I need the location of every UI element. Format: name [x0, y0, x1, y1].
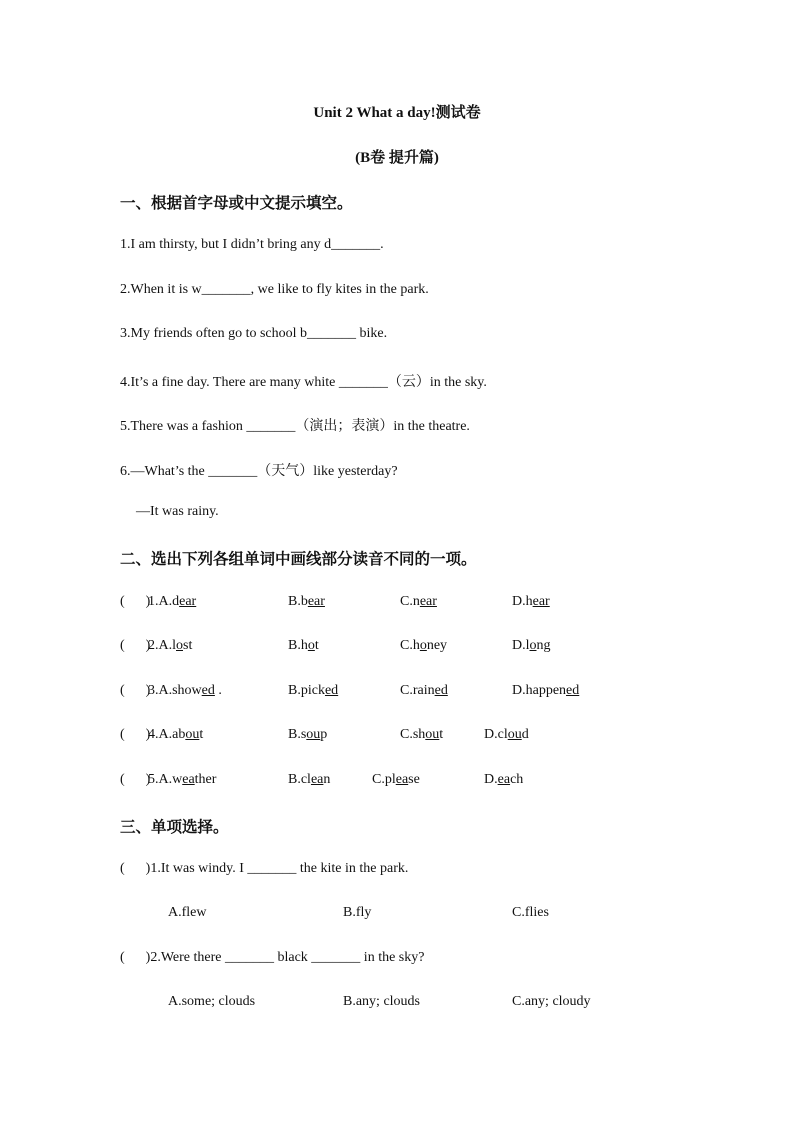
phonics-option: 5.A.weather: [148, 772, 217, 787]
choice-option: B.any; clouds: [343, 994, 420, 1009]
phonics-option: 2.A.lost: [148, 638, 193, 653]
phonics-option: C.please: [372, 772, 420, 787]
choice-option: A.flew: [168, 905, 207, 920]
phonics-option: D.happened: [512, 683, 580, 698]
section-3-heading: 三、单项选择。: [120, 818, 229, 836]
section-1-heading: 一、根据首字母或中文提示填空。: [120, 194, 353, 212]
fill-in-item-1: 1.I am thirsty, but I didn’t bring any d_______.: [120, 237, 384, 252]
answer-bracket: ( ): [120, 772, 151, 787]
phonics-option: B.picked: [288, 683, 339, 698]
choice-option: B.fly: [343, 905, 372, 920]
phonics-option: 3.A.showed .: [148, 683, 222, 698]
phonics-option: 1.A.dear: [148, 594, 197, 609]
phonics-option: D.each: [484, 772, 524, 787]
fill-in-item-6: 6.—What’s the _______（天气）like yesterday?: [120, 464, 398, 479]
fill-in-item-6-answer: —It was rainy.: [136, 504, 219, 519]
phonics-option: B.hot: [288, 638, 319, 653]
question-stem: ( )1.It was windy. I _______ the kite in the park.: [120, 861, 409, 876]
choice-option: A.some; clouds: [168, 994, 256, 1009]
phonics-option: C.rained: [400, 683, 448, 698]
phonics-option: B.clean: [288, 772, 331, 787]
phonics-option: B.soup: [288, 727, 328, 742]
choice-option: C.flies: [512, 905, 549, 920]
fill-in-item-4: 4.It’s a fine day. There are many white _______（云）in the sky.: [120, 375, 487, 390]
question-stem: ( )2.Were there _______ black _______ in the sky?: [120, 950, 425, 965]
page-title: Unit 2 What a day!测试卷: [313, 105, 481, 121]
fill-in-item-3: 3.My friends often go to school b_______ bike.: [120, 326, 388, 341]
phonics-option: C.shout: [400, 727, 444, 742]
page-subtitle: (B卷 提升篇): [355, 150, 439, 166]
phonics-option: C.honey: [400, 638, 448, 653]
answer-bracket: ( ): [120, 638, 151, 653]
fill-in-item-5: 5.There was a fashion _______（演出；表演）in the theatre.: [120, 419, 470, 434]
phonics-option: 4.A.about: [148, 727, 204, 742]
phonics-option: B.bear: [288, 594, 325, 609]
phonics-option: D.cloud: [484, 727, 529, 742]
answer-bracket: ( ): [120, 727, 151, 742]
choice-option: C.any; cloudy: [512, 994, 591, 1009]
phonics-option: D.long: [512, 638, 551, 653]
phonics-option: D.hear: [512, 594, 550, 609]
section-2-heading: 二、选出下列各组单词中画线部分读音不同的一项。: [120, 550, 477, 568]
answer-bracket: ( ): [120, 683, 151, 698]
answer-bracket: ( ): [120, 594, 151, 609]
phonics-option: C.near: [400, 594, 437, 609]
fill-in-item-2: 2.When it is w_______, we like to fly kites in the park.: [120, 282, 429, 297]
